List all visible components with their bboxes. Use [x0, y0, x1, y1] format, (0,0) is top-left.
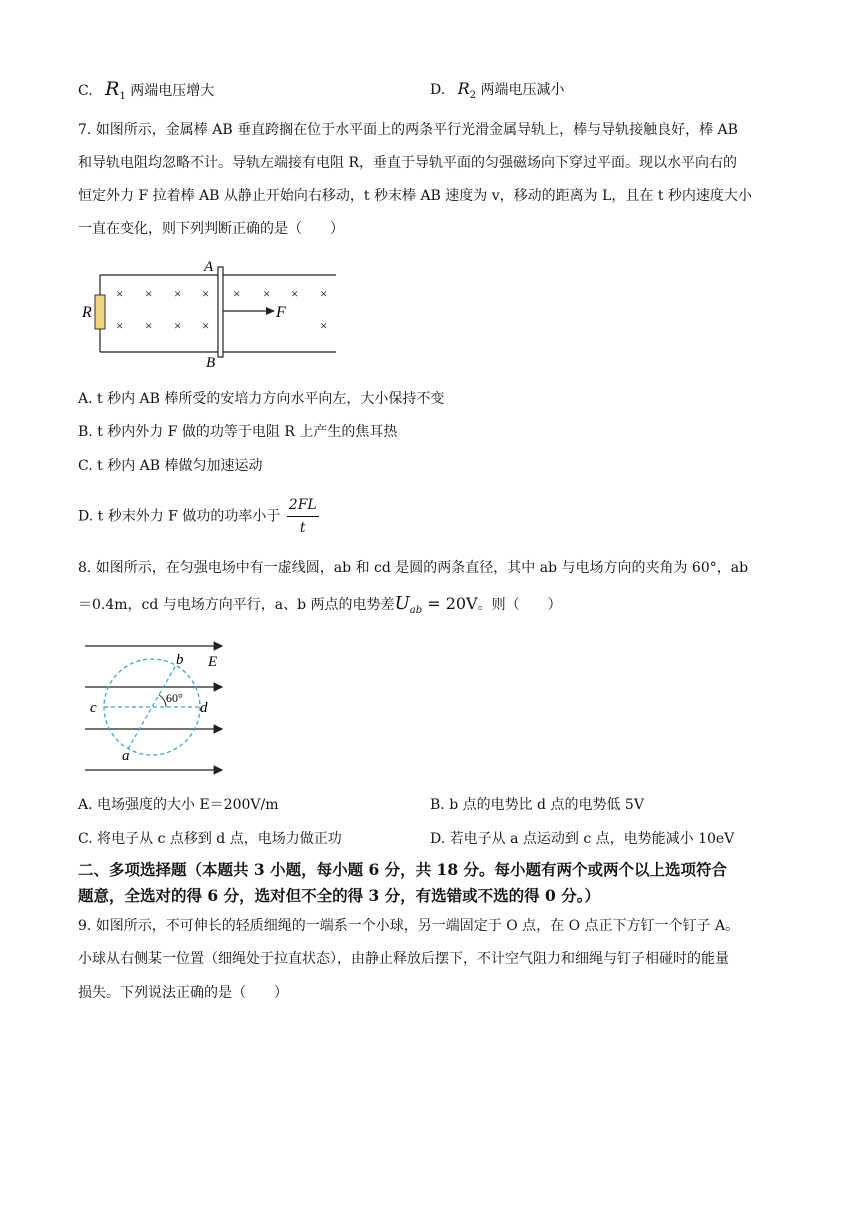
metal-rod-ab [218, 267, 223, 357]
option-d-text: D. t 秒末外力 F 做功的功率小于 [78, 508, 281, 525]
option-label: C. [78, 83, 93, 99]
q8-option-a: A. 电场强度的大小 E＝200V/m [78, 797, 279, 813]
q9-stem-line: 损失。下列说法正确的是（ ） [78, 985, 288, 1001]
q7-option-a: A. t 秒内 AB 棒所受的安培力方向水平向左，大小保持不变 [78, 391, 445, 407]
q7-stem-line: 和导轨电阻均忽略不计。导轨左端接有电阻 R，垂直于导轨平面的匀强磁场向下穿过平面。现以水平向右的 [78, 155, 737, 171]
svg-text:×: × [116, 286, 124, 301]
q8-option-b: B. b 点的电势比 d 点的电势低 5V [430, 797, 644, 813]
label-c: c [90, 700, 97, 716]
svg-text:×: × [145, 286, 153, 301]
svg-text:×: × [202, 286, 210, 301]
q8-stem-line [78, 594, 562, 621]
subscript-ab: ab [409, 604, 423, 616]
q8-stem-line: 8. 如图所示，在匀强电场中有一虚线圆，ab 和 cd 是圆的两条直径，其中 ab 与电场方向的夹角为 60°，ab [78, 560, 749, 576]
subscript: 2 [469, 89, 477, 101]
option-c-row [78, 79, 214, 107]
section-heading: 二、多项选择题（本题共 3 小题，每小题 6 分，共 18 分。每小题有两个或两个以上选项符合 [78, 860, 728, 879]
svg-text:×: × [320, 286, 328, 301]
svg-text:×: × [174, 286, 182, 301]
svg-text:×: × [116, 318, 124, 333]
label-r: R [82, 304, 92, 321]
section-heading: 题意，全选对的得 6 分，选对但不全的得 3 分，有选错或不选的得 0 分。） [78, 886, 600, 905]
svg-text:×: × [233, 286, 241, 301]
svg-text:×: × [320, 318, 328, 333]
svg-text:×: × [291, 286, 299, 301]
q7-option-b: B. t 秒内外力 F 做的功等于电阻 R 上产生的焦耳热 [78, 424, 398, 440]
variable-r1: R [105, 78, 120, 100]
label-a: A [204, 259, 214, 275]
label-d: d [200, 700, 208, 716]
voltage-value: = 20V [422, 594, 478, 613]
fraction-denominator: t [299, 520, 306, 536]
q7-stem-line: 一直在变化，则下列判断正确的是（ ） [78, 221, 344, 237]
option-d-text: 两端电压减小 [480, 82, 565, 98]
q7-option-c: C. t 秒内 AB 棒做匀加速运动 [78, 458, 263, 474]
svg-text:×: × [202, 318, 210, 333]
subscript: 1 [119, 90, 126, 102]
label-b: b [176, 652, 184, 668]
q8-option-d: D. 若电子从 a 点运动到 c 点，电势能减小 10eV [430, 831, 735, 847]
label-a: a [122, 748, 130, 764]
option-d-row [430, 79, 565, 106]
label-b: B [206, 355, 216, 370]
force-arrow-head [266, 307, 275, 315]
q8-stem-text: 。则（ ） [477, 597, 562, 613]
q7-option-d [78, 494, 319, 539]
q8-option-c: C. 将电子从 c 点移到 d 点，电场力做正功 [78, 831, 342, 847]
electric-field-diagram [80, 636, 240, 784]
rail-circuit-diagram [78, 255, 348, 370]
label-e: E [208, 654, 218, 670]
svg-text:×: × [263, 286, 271, 301]
q7-stem-line: 7. 如图所示，金属棒 AB 垂直跨搁在位于水平面上的两条平行光滑金属导轨上，棒与导轨接触良好，棒 AB [78, 122, 738, 138]
fraction-2fl-over-t [287, 494, 319, 539]
q8-stem-text: ＝0.4m，cd 与电场方向平行，a、b 两点的电势差 [78, 597, 395, 613]
q9-stem-line: 9. 如图所示，不可伸长的轻质细绳的一端系一个小球，另一端固定于 O 点，在 O 点正下方钉一个钉子 A。 [78, 918, 740, 934]
option-label: D. [430, 82, 446, 98]
q9-stem-line: 小球从右侧某一位置（细绳处于拉直状态），由静止释放后摆下，不计空气阻力和细绳与钉子相碰时的能量 [78, 951, 729, 967]
resistor-r [95, 295, 105, 329]
svg-text:×: × [145, 318, 153, 333]
angle-arc [159, 695, 166, 707]
option-c-text: 两端电压增大 [130, 83, 215, 99]
variable-u: U [394, 593, 410, 614]
variable-r2: R [457, 79, 470, 98]
label-f: F [276, 304, 286, 321]
svg-text:×: × [174, 318, 182, 333]
q7-stem-line: 恒定外力 F 拉着棒 AB 从静止开始向右移动，t 秒末棒 AB 速度为 v，移动的距离为 L，且在 t 秒内速度大小 [78, 188, 752, 204]
angle-label: 60° [166, 691, 183, 705]
fraction-numerator: 2FL [287, 494, 319, 517]
